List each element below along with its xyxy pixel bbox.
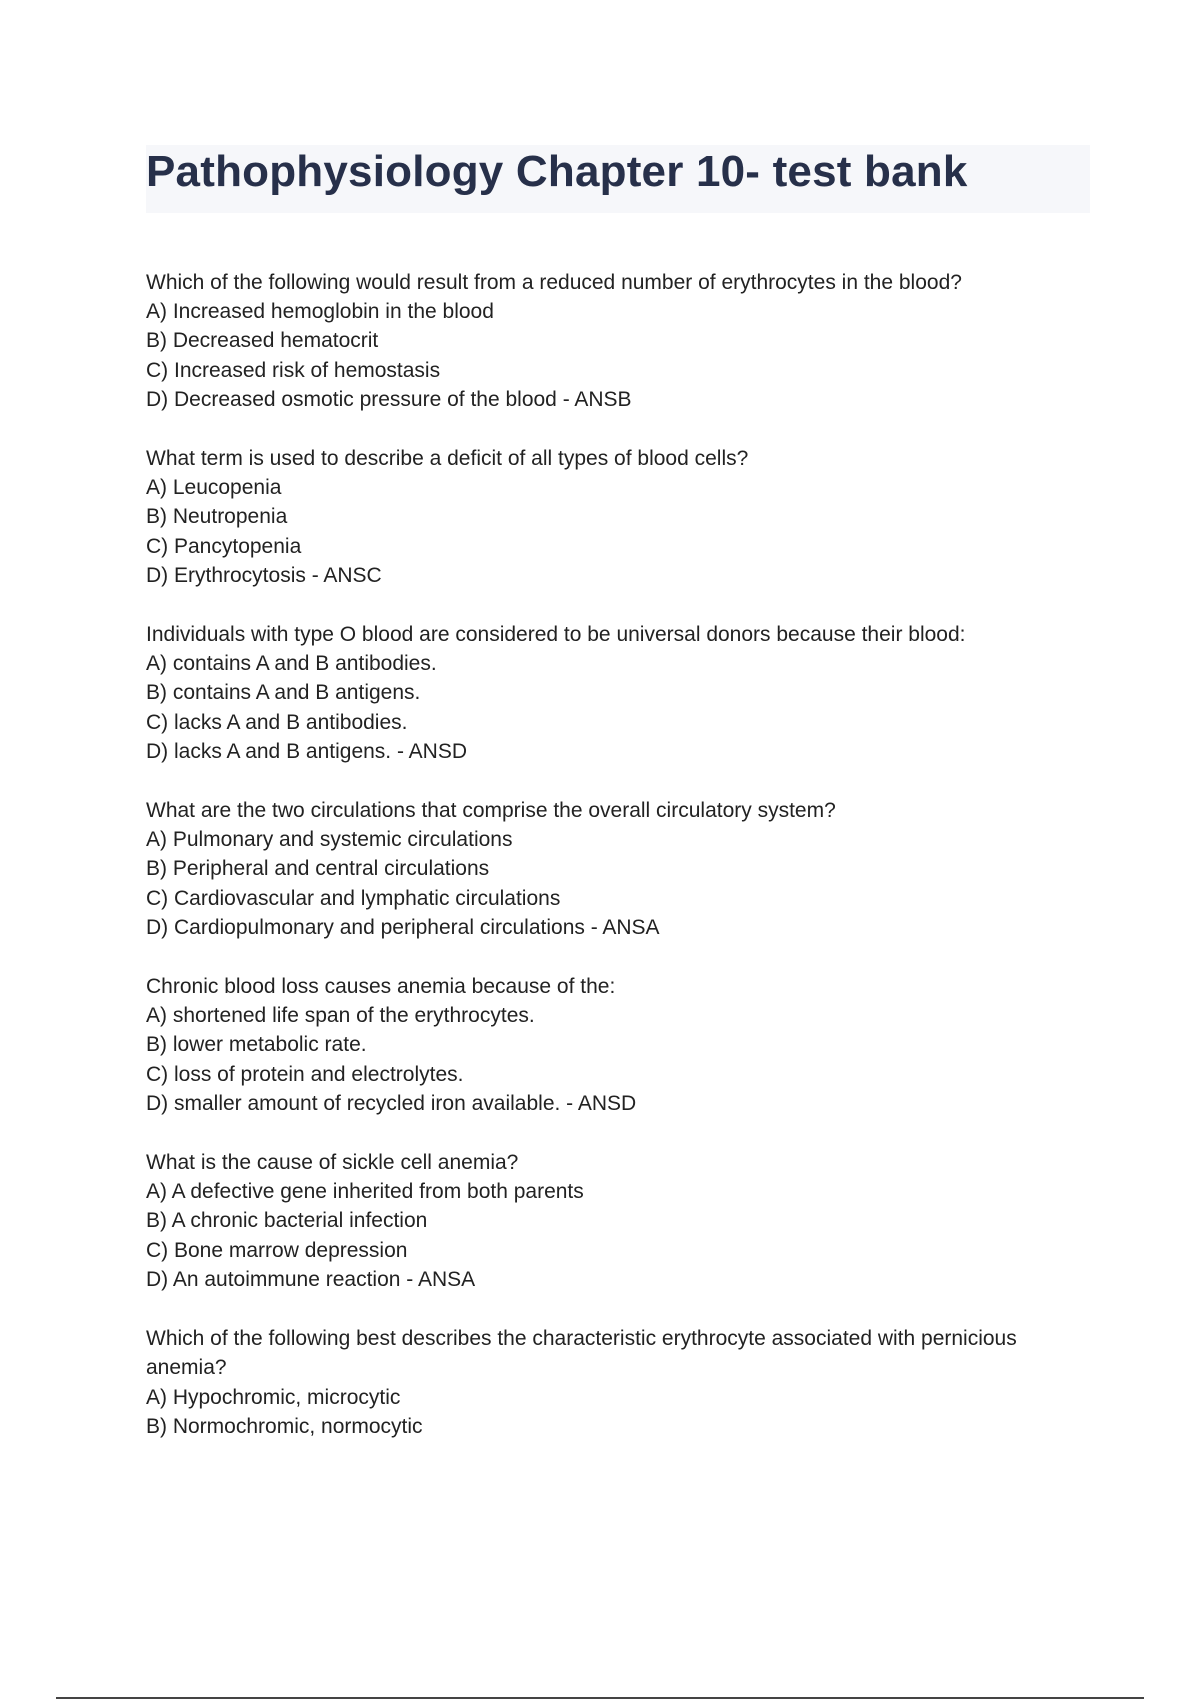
footer-divider xyxy=(56,1697,1144,1699)
answer-option: D) smaller amount of recycled iron available. - ANSD xyxy=(146,1091,637,1115)
question-item xyxy=(146,1324,1090,1441)
question-stem: What is the cause of sickle cell anemia? xyxy=(146,1151,519,1175)
question-item xyxy=(146,444,1090,590)
answer-option: B) contains A and B antigens. xyxy=(146,681,421,705)
answer-option: A) Hypochromic, microcytic xyxy=(146,1385,401,1409)
page-title: Pathophysiology Chapter 10- test bank xyxy=(146,147,968,196)
answer-option: A) Increased hemoglobin in the blood xyxy=(146,300,494,324)
answer-option: A) shortened life span of the erythrocytes. xyxy=(146,1004,535,1028)
question-list xyxy=(146,268,1090,1471)
answer-option: B) Peripheral and central circulations xyxy=(146,857,490,881)
answer-option: C) Cardiovascular and lymphatic circulations xyxy=(146,886,561,910)
question-item xyxy=(146,1148,1090,1294)
answer-option: D) Decreased osmotic pressure of the blood - ANSB xyxy=(146,387,632,411)
answer-option: B) Neutropenia xyxy=(146,505,288,529)
answer-option: C) Bone marrow depression xyxy=(146,1238,408,1262)
answer-option: C) lacks A and B antibodies. xyxy=(146,710,408,734)
answer-option: B) Normochromic, normocytic xyxy=(146,1414,423,1438)
answer-option: C) loss of protein and electrolytes. xyxy=(146,1062,464,1086)
answer-option: B) Decreased hematocrit xyxy=(146,329,379,353)
question-stem: What term is used to describe a deficit of all types of blood cells? xyxy=(146,447,749,471)
answer-option: D) Cardiopulmonary and peripheral circulations - ANSA xyxy=(146,915,660,939)
answer-option: D) lacks A and B antigens. - ANSD xyxy=(146,739,467,763)
answer-option: B) lower metabolic rate. xyxy=(146,1033,367,1057)
question-stem: Individuals with type O blood are considered to be universal donors because their blood: xyxy=(146,623,966,647)
answer-option: A) Leucopenia xyxy=(146,476,282,500)
answer-option: D) An autoimmune reaction - ANSA xyxy=(146,1267,476,1291)
answer-option: C) Increased risk of hemostasis xyxy=(146,358,441,382)
answer-option: A) contains A and B antibodies. xyxy=(146,652,437,676)
question-stem: What are the two circulations that comprise the overall circulatory system? xyxy=(146,799,836,823)
question-item xyxy=(146,268,1090,414)
question-item xyxy=(146,620,1090,766)
answer-option: B) A chronic bacterial infection xyxy=(146,1209,428,1233)
question-item xyxy=(146,796,1090,942)
question-stem: Which of the following best describes the characteristic erythrocyte associated with pernicious anemia? xyxy=(146,1327,1023,1380)
question-stem: Chronic blood loss causes anemia because of the: xyxy=(146,975,616,999)
answer-option: C) Pancytopenia xyxy=(146,534,302,558)
answer-option: A) A defective gene inherited from both parents xyxy=(146,1180,584,1204)
question-stem: Which of the following would result from a reduced number of erythrocytes in the blood? xyxy=(146,271,962,294)
answer-option: A) Pulmonary and systemic circulations xyxy=(146,828,513,852)
answer-option: D) Erythrocytosis - ANSC xyxy=(146,563,382,587)
question-item xyxy=(146,972,1090,1118)
